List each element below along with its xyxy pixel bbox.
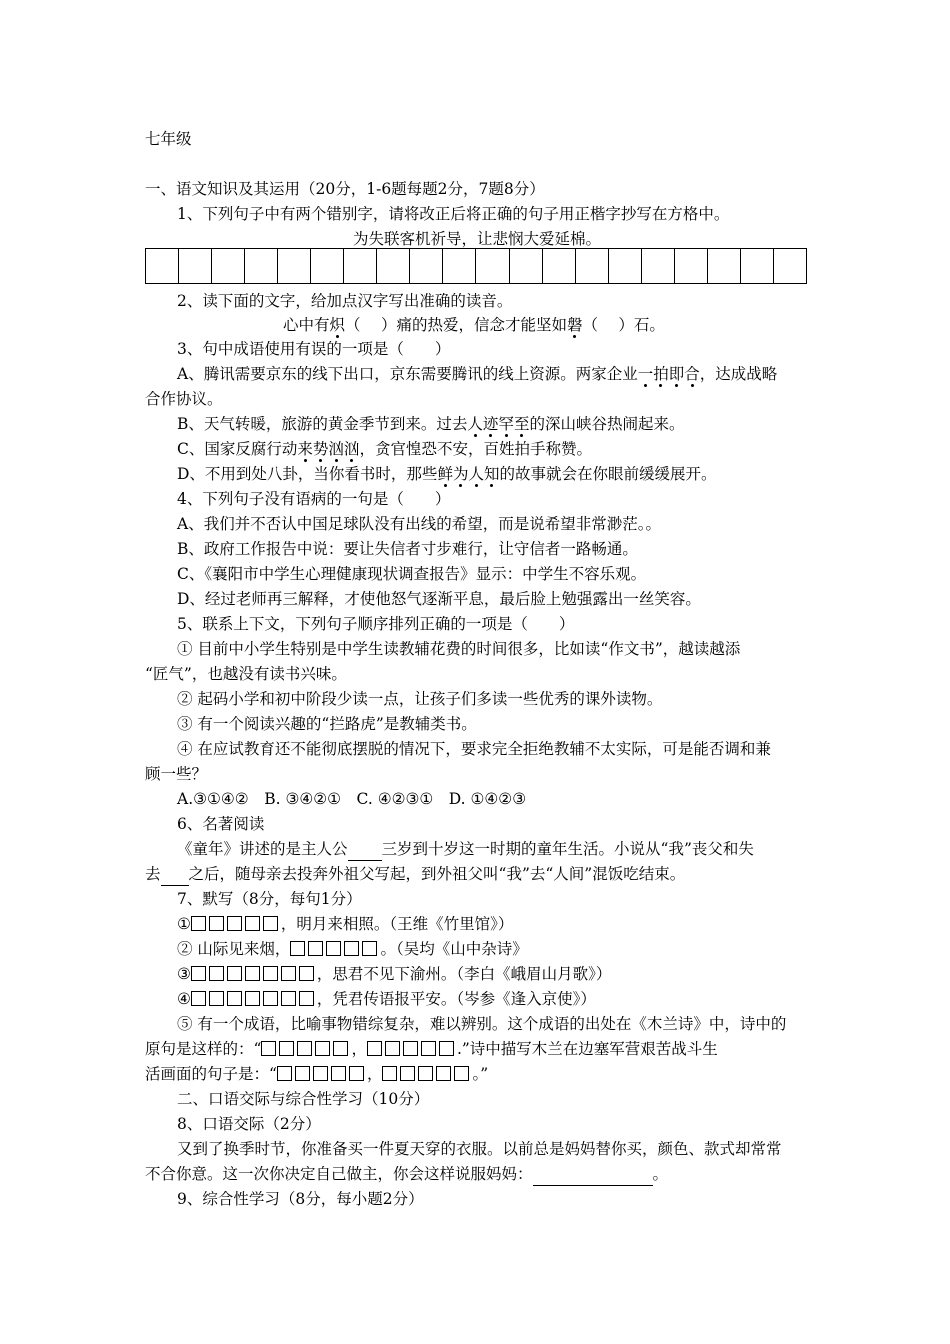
grid-cell[interactable] [410,249,443,283]
grid-cell[interactable] [146,249,179,283]
dotted-char: 来 [297,440,313,458]
q7-item-5-line-2: 原句是这样的：“ ， .”诗中描写木兰在边塞军营艰苦战斗生 [145,1040,718,1058]
q3-prompt: 3、句中成语使用有误的一项是（ ） [177,340,451,358]
answer-square[interactable] [382,1066,397,1081]
answer-square[interactable] [421,1041,436,1056]
grid-cell[interactable] [510,249,543,283]
dotted-char: 人 [468,465,484,483]
answer-square[interactable] [261,1041,276,1056]
dotted-char: 至 [513,415,530,433]
dotted-char: 磐 [566,316,583,334]
dotted-char: 知 [483,465,500,483]
q5-sentence-2: ② 起码小学和初中阶段少读一点，让孩子们多读一些优秀的课外读物。 [177,690,663,708]
answer-grid[interactable] [145,248,807,284]
answer-square[interactable] [209,966,224,981]
q5-sentence-1-cont: “匠气”，也越没有读书兴味。 [145,665,347,683]
grid-cell[interactable] [609,249,642,283]
q6-line-2: 去 之后，随母亲去投奔外祖父写起，到外祖父叫“我”去“人间”混饭吃结束。 [145,863,685,886]
grid-cell[interactable] [245,249,278,283]
grid-cell[interactable] [675,249,708,283]
dotted-idiom [297,440,359,458]
grid-cell[interactable] [377,249,410,283]
q4-prompt: 4、下列句子没有语病的一句是（ ） [177,490,451,508]
q1-prompt: 1、下列句子中有两个错别字，请将改正后将正确的句子用正楷字抄写在方格中。 [177,205,730,223]
q3-option-b: B、天气转暖，旅游的黄金季节到来。过去人迹罕至的深山峡谷热闹起来。 [177,415,685,433]
answer-boxes[interactable] [191,965,317,983]
q7-item-5-line-3: 活画面的句子是：“ ， 。” [145,1065,489,1083]
q7-item-2: ② 山际见来烟， 。（吴均《山中杂诗》 [177,940,528,958]
q4-option-d: D、经过老师再三解释，才使他怒气逐渐平息，最后脸上勉强露出一丝笑容。 [177,590,701,608]
answer-boxes[interactable] [367,1040,457,1058]
answer-square[interactable] [326,941,341,956]
dotted-idiom [638,365,700,383]
answer-square[interactable] [403,1041,418,1056]
answer-square[interactable] [245,966,260,981]
answer-square[interactable] [454,1066,469,1081]
answer-square[interactable] [209,991,224,1006]
grid-cell[interactable] [212,249,245,283]
q5-sentence-4: ④ 在应试教育还不能彻底摆脱的情况下，要求完全拒绝教辅不太实际，可是能否调和兼 [177,740,771,758]
q7-item-1: ① ，明月来相照。（王维《竹里馆》） [177,915,514,933]
answer-square[interactable] [385,1041,400,1056]
q2-prompt: 2、读下面的文字，给加点汉字写出准确的读音。 [177,292,513,310]
q2-sentence: 心中有炽（ ）痛的热爱，信念才能坚如磐（ ）石。 [283,316,665,334]
answer-square[interactable] [297,1041,312,1056]
answer-square[interactable] [191,991,206,1006]
dotted-char: 一 [637,365,654,383]
q7-item-5: ⑤ 有一个成语，比喻事物错综复杂，难以辨别。这个成语的出处在《木兰诗》中，诗中的 [177,1015,787,1033]
grid-cell[interactable] [344,249,377,283]
answer-square[interactable] [191,966,206,981]
answer-boxes[interactable] [191,915,281,933]
grid-cell[interactable] [543,249,576,283]
answer-square[interactable] [227,916,242,931]
grade-label: 七年级 [145,130,192,148]
dotted-char: 汹 [343,440,360,458]
answer-square[interactable] [281,966,296,981]
q7-item-3: ③ ，思君不见下渝州。（李白《峨眉山月歌》） [177,965,612,983]
answer-square[interactable] [436,1066,451,1081]
q3-option-a-cont: 合作协议。 [145,390,223,408]
grid-cell[interactable] [179,249,212,283]
answer-square[interactable] [263,916,278,931]
grid-cell[interactable] [774,249,806,283]
answer-square[interactable] [400,1066,415,1081]
dotted-char: 炽 [329,316,346,334]
dotted-char: 拍 [653,365,669,383]
dotted-idiom [437,465,499,483]
grid-cell[interactable] [708,249,741,283]
dotted-char: 罕 [498,415,514,433]
grid-cell[interactable] [311,249,344,283]
fill-blank[interactable] [161,863,189,886]
answer-square[interactable] [367,1041,382,1056]
answer-square[interactable] [281,991,296,1006]
answer-square[interactable] [227,991,242,1006]
answer-square[interactable] [263,991,278,1006]
answer-square[interactable] [295,1066,310,1081]
answer-boxes[interactable] [261,1040,351,1058]
q5-options: A.③①④② B. ③④②① C. ④②③① D. ①④②③ [177,790,527,808]
q1-sentence: 为失联客机祈导，让悲悯大爱延棉。 [352,230,601,248]
q9-prompt: 9、综合性学习（8分，每小题2分） [177,1190,424,1208]
q5-sentence-3: ③ 有一个阅读兴趣的“拦路虎”是教辅类书。 [177,715,477,733]
answer-square[interactable] [227,966,242,981]
grid-cell[interactable] [476,249,509,283]
q3-option-c: C、国家反腐行动来势汹汹，贪官惶恐不安，百姓拍手称赞。 [177,440,592,458]
answer-boxes[interactable] [290,940,380,958]
dotted-char: 人 [467,415,483,433]
section2-title: 二、口语交际与综合性学习（10分） [177,1090,430,1108]
answer-square[interactable] [418,1066,433,1081]
grid-cell[interactable] [741,249,774,283]
q8-prompt: 8、口语交际（2分） [177,1115,321,1133]
section1-title: 一、语文知识及其运用（20分，1-6题每题2分，7题8分） [145,180,545,198]
q8-line-1: 又到了换季时节，你准备买一件夏天穿的衣服。以前总是妈妈替你买，颜色、款式却常常 [177,1140,782,1158]
dotted-char: 势 [312,440,329,458]
grid-cell[interactable] [278,249,311,283]
answer-square[interactable] [277,1066,292,1081]
grid-cell[interactable] [642,249,675,283]
q8-line-2: 不合你意。这一次你决定自己做主，你会这样说服妈妈： 。 [145,1163,668,1186]
answer-square[interactable] [279,1041,294,1056]
q3-option-a: A、腾讯需要京东的线下出口，京东需要腾讯的线上资源。两家企业一拍即合，达成战略 [177,365,778,383]
dotted-char: 鲜 [437,465,453,483]
dotted-char: 迹 [482,415,499,433]
answer-square[interactable] [313,1066,328,1081]
answer-boxes[interactable] [191,990,317,1008]
answer-square[interactable] [299,966,314,981]
answer-square[interactable] [290,941,305,956]
answer-square[interactable] [439,1041,454,1056]
grid-cell[interactable] [443,249,476,283]
q4-option-b: B、政府工作报告中说：要让失信者寸步难行，让守信者一路畅通。 [177,540,638,558]
q5-sentence-4-cont: 顾一些？ [145,765,208,783]
answer-boxes[interactable] [277,1065,367,1083]
dotted-idiom [467,415,529,433]
answer-boxes[interactable] [382,1065,472,1083]
dotted-char: 即 [668,365,685,383]
q4-option-a: A、我们并不否认中国足球队没有出线的希望，而是说希望非常渺茫。。 [177,515,661,533]
answer-square[interactable] [331,1066,346,1081]
q5-prompt: 5、联系上下文，下列句子顺序排列正确的一项是（ ） [177,615,575,633]
q6-line-1: 《童年》讲述的是主人公 三岁到十岁这一时期的童年生活。小说从“我”丧父和失 [177,838,754,861]
answer-square[interactable] [308,941,323,956]
grid-cell[interactable] [576,249,609,283]
answer-square[interactable] [362,941,377,956]
fill-blank[interactable] [348,838,382,861]
answer-square[interactable] [209,916,224,931]
answer-square[interactable] [191,916,206,931]
dotted-char: 汹 [328,440,344,458]
dotted-char: 为 [452,465,469,483]
answer-square[interactable] [245,916,260,931]
dotted-char: 合 [684,365,700,383]
q3-option-d: D、不用到处八卦，当你看书时，那些鲜为人知的故事就会在你眼前缓缓展开。 [177,465,717,483]
answer-square[interactable] [315,1041,330,1056]
answer-square[interactable] [245,991,260,1006]
answer-square[interactable] [263,966,278,981]
q4-option-c: C、《襄阳市中学生心理健康现状调查报告》显示：中学生不容乐观。 [177,565,647,583]
q7-prompt: 7、默写（8分，每句1分） [177,890,362,908]
q7-item-4: ④ ，凭君传语报平安。（岑参《逢入京使》） [177,990,596,1008]
answer-square[interactable] [333,1041,348,1056]
q5-sentence-1: ① 目前中小学生特别是中学生读教辅花费的时间很多，比如读“作文书”，越读越添 [177,640,741,658]
answer-blank[interactable] [533,1163,653,1186]
answer-square[interactable] [299,991,314,1006]
answer-square[interactable] [344,941,359,956]
answer-square[interactable] [349,1066,364,1081]
q6-prompt: 6、名著阅读 [177,815,265,833]
